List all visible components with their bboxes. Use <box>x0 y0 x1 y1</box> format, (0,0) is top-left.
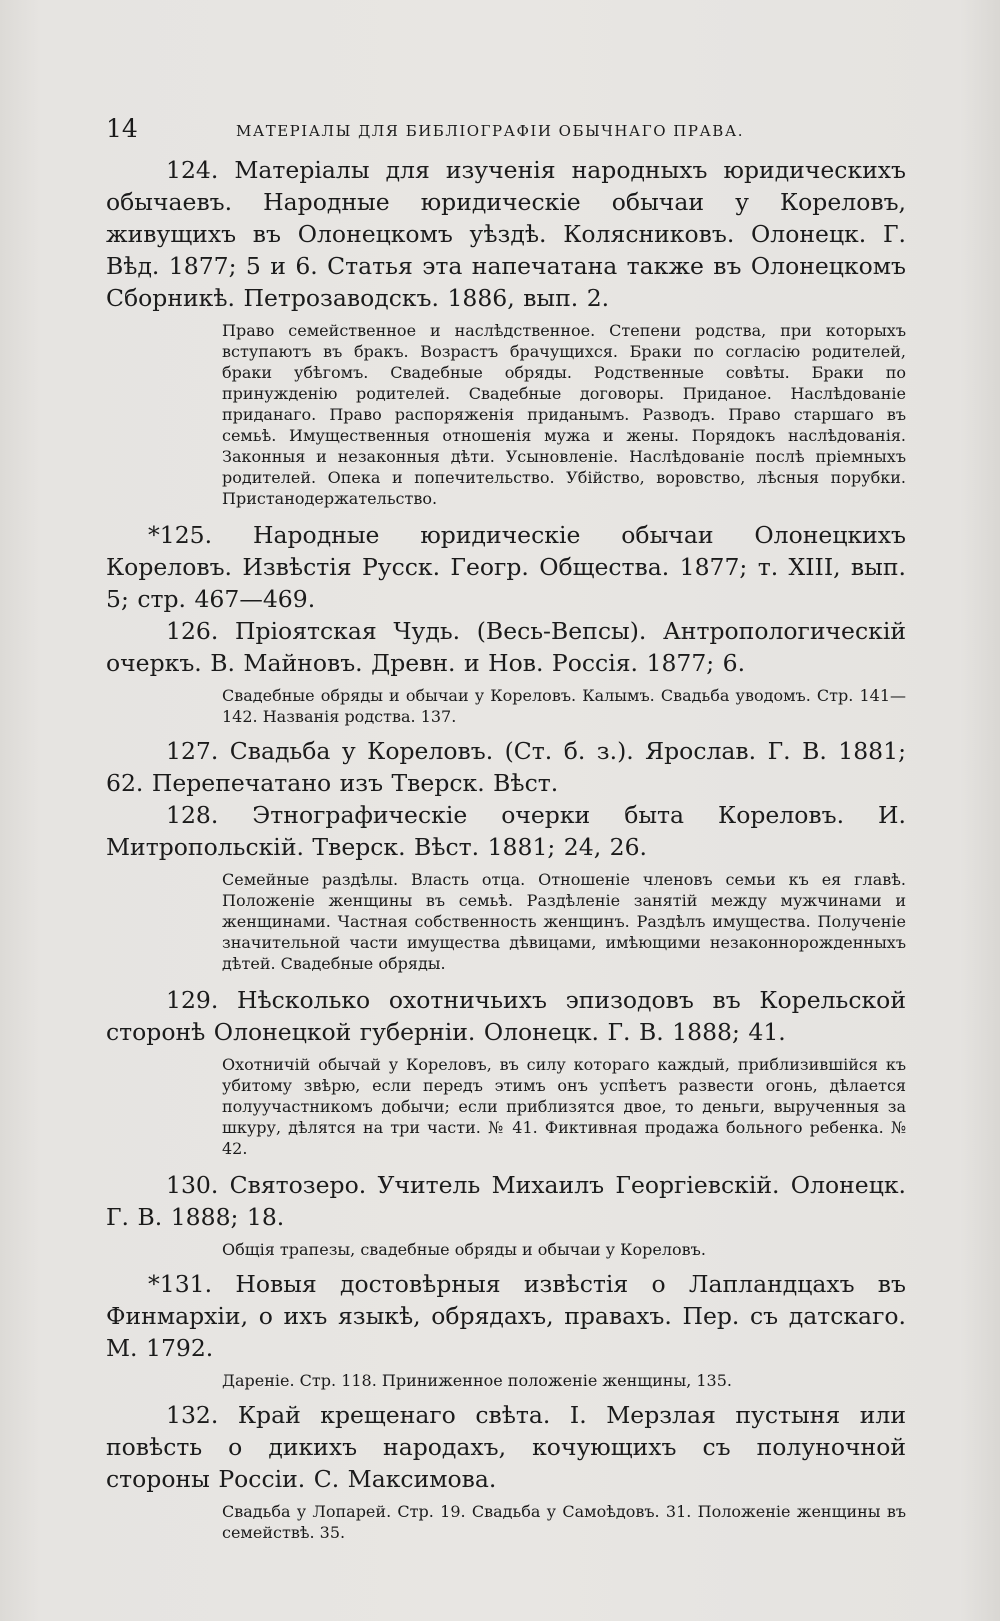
entry-title: 124. Матеріалы для изученія народныхъ юридическихъ обычаевъ. Народные юридическіе обычаи у Кореловъ, живущихъ въ Олонецкомъ уѣздѣ. Колясниковъ. Олонецк. Г. Вѣд. 1877; 5 и 6. Статья эта напечатана также въ Олонецкомъ Сборникѣ. Петрозаводскъ. 1886, вып. 2. <box>106 156 906 312</box>
entry-title: *125. Народные юридическіе обычаи Олонецкихъ Кореловъ. Извѣстія Русск. Геогр. Общества. 1877; т. XIII, вып. 5; стр. 467—469. <box>106 521 906 613</box>
entry-title: 128. Этнографическіе очерки быта Кореловъ. И. Митропольскій. Тверск. Вѣст. 1881; 24, 26. <box>106 801 906 861</box>
entry-title: 130. Святозеро. Учитель Михаилъ Георгіевскій. Олонецк. Г. В. 1888; 18. <box>106 1171 906 1231</box>
entry-note: Дареніе. Стр. 118. Приниженное положеніе женщины, 135. <box>222 1371 732 1390</box>
entry-note: Охотничій обычай у Кореловъ, въ силу котораго каждый, приблизившійся къ убитому звѣрю, если передъ этимъ онъ успѣетъ развести огонь, дѣлается полуучастникомъ добычи; если приблизятся двое, то деньги, вырученныя за шкуру, дѣлятся на три части. № 41. Фиктивная продажа больного ребенка. № 42. <box>222 1055 906 1158</box>
entry-note: Право семейственное и наслѣдственное. Степени родства, при которыхъ вступаютъ въ бракъ. Возрастъ брачущихся. Браки по согласію родителей, браки убѣгомъ. Свадебные обряды. Родственные совѣты. Браки по принужденію родителей. Свадебные договоры. Приданое. Наслѣдованіе приданаго. Право распоряженія приданымъ. Разводъ. Право старшаго въ семьѣ. Имущественныя отношенія мужа и жены. Порядокъ наслѣдованія. Законныя и незаконныя дѣти. Усыновленіе. Наслѣдованіе послѣ пріемныхъ родителей. Опека и попечительство. Убійство, воровство, лѣсныя порубки. Пристанодержательство. <box>222 321 906 508</box>
entry-note: Свадебные обряды и обычаи у Кореловъ. Калымъ. Свадьба уводомъ. Стр. 141—142. Названія родства. 137. <box>222 686 906 726</box>
running-title: МАТЕРІАЛЫ ДЛЯ БИБЛІОГРАФІИ ОБЫЧНАГО ПРАВА. <box>236 122 744 140</box>
bibliography-entries <box>106 154 906 1553</box>
entry-note: Свадьба у Лопарей. Стр. 19. Свадьба у Самоѣдовъ. 31. Положеніе женщины въ семействѣ. 35. <box>222 1502 906 1542</box>
entry-title: 127. Свадьба у Кореловъ. (Ст. б. з.). Ярослав. Г. В. 1881; 62. Перепечатано изъ Тверск. Вѣст. <box>106 737 906 797</box>
entry-title: 126. Пріоятская Чудь. (Весь-Вепсы). Антропологическій очеркъ. В. Майновъ. Древн. и Нов. Россія. 1877; 6. <box>106 617 906 677</box>
entry-note: Общія трапезы, свадебные обряды и обычаи у Кореловъ. <box>222 1240 706 1259</box>
page-header <box>106 114 906 144</box>
entry-title: *131. Новыя достовѣрныя извѣстія о Лапландцахъ въ Финмархіи, о ихъ языкѣ, обрядахъ, правахъ. Пер. съ датскаго. М. 1792. <box>106 1270 906 1362</box>
entry-title: 129. Нѣсколько охотничьихъ эпизодовъ въ Корельской сторонѣ Олонецкой губерніи. Олонецк. Г. В. 1888; 41. <box>106 986 906 1046</box>
entry-title: 132. Край крещенаго свѣта. I. Мерзлая пустыня или повѣсть о дикихъ народахъ, кочующихъ съ полуночной стороны Россіи. С. Максимова. <box>106 1401 906 1493</box>
entry-note: Семейные раздѣлы. Власть отца. Отношеніе членовъ семьи къ ея главѣ. Положеніе женщины въ семьѣ. Раздѣленіе занятій между мужчинами и женщинами. Частная собственность женщинъ. Раздѣлъ имущества. Полученіе значительной части имущества дѣвицами, имѣющими незаконнорожденныхъ дѣтей. Свадебные обряды. <box>222 870 906 973</box>
page-number: 14 <box>106 114 138 143</box>
